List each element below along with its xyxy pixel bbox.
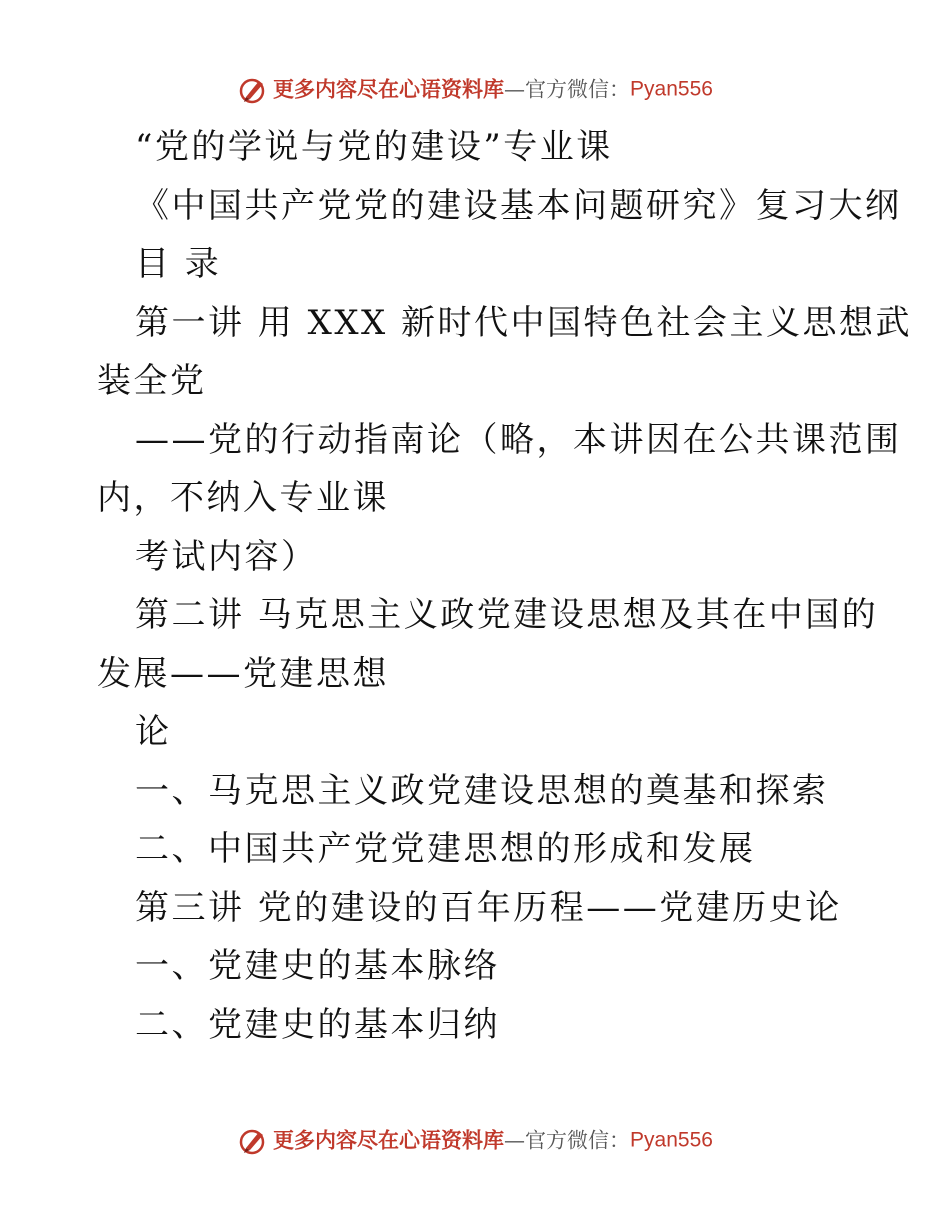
lecture-1-subtitle: ——党的行动指南论（略，本讲因在公共课范围 [135, 419, 902, 460]
lecture-2-section-2: 二、中国共产党党建思想的形成和发展 [135, 829, 756, 869]
lecture-2-title-cont: 发展——党建思想 [97, 653, 389, 694]
toc-heading: 目 录 [135, 244, 222, 284]
watermark-dash: — [504, 77, 526, 102]
watermark-wechat-id: Pyan556 [630, 1128, 713, 1152]
lecture-1-title-cont: 装全党 [97, 361, 207, 401]
header-watermark [0, 73, 950, 105]
watermark-main-text: 更多内容尽在心语资料库 [273, 76, 505, 102]
watermark-dash: — [504, 1128, 526, 1153]
lecture-2-title: 第二讲 马克思主义政党建设思想及其在中国的 [135, 595, 879, 635]
lecture-3-section-2: 二、党建史的基本归纳 [135, 1004, 500, 1045]
course-title: “党的学说与党的建设”专业课 [135, 127, 613, 167]
lecture-1-title: 第一讲 用 XXX 新时代中国特色社会主义思想武 [135, 302, 913, 343]
watermark-wechat-label: 官方微信： [525, 1128, 631, 1153]
footer-watermark [0, 1124, 950, 1156]
lecture-1-subtitle-cont: 内，不纳入专业课 [97, 478, 389, 518]
watermark-wechat-id: Pyan556 [630, 77, 713, 101]
pen-seal-icon [237, 1126, 269, 1156]
document-body [97, 118, 913, 1054]
lecture-2-title-end: 论 [135, 712, 172, 752]
lecture-3-section-1: 一、党建史的基本脉络 [135, 946, 500, 986]
watermark-wechat-label: 官方微信： [525, 77, 631, 102]
lecture-1-subtitle-end: 考试内容） [135, 536, 318, 577]
outline-title: 《中国共产党党的建设基本问题研究》复习大纲 [135, 185, 902, 226]
lecture-2-section-1: 一、马克思主义政党建设思想的奠基和探索 [135, 770, 829, 811]
pen-seal-icon [237, 75, 269, 105]
lecture-3-title: 第三讲 党的建设的百年历程——党建历史论 [135, 887, 842, 928]
watermark-main-text: 更多内容尽在心语资料库 [273, 1127, 505, 1153]
